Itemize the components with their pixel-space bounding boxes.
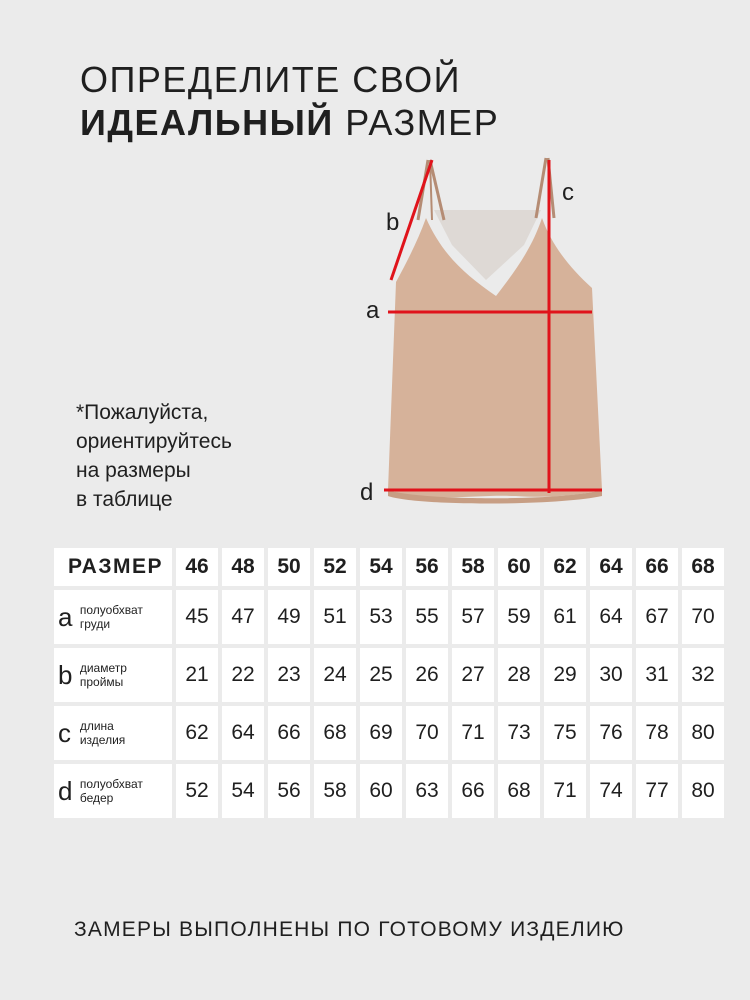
table-cell: 28 <box>498 648 540 702</box>
label-a: a <box>366 297 380 324</box>
size-header-cell: 68 <box>682 548 724 586</box>
table-cell: 49 <box>268 590 310 644</box>
table-cell: 64 <box>222 706 264 760</box>
table-cell: 78 <box>636 706 678 760</box>
table-cell: 77 <box>636 764 678 818</box>
row-desc-line: бедер <box>79 791 114 805</box>
table-cell: 32 <box>682 648 724 702</box>
label-d: d <box>360 479 374 506</box>
size-header-label: РАЗМЕР <box>54 548 172 586</box>
table-cell: 27 <box>452 648 494 702</box>
table-cell: 25 <box>360 648 402 702</box>
table-cell: 69 <box>360 706 402 760</box>
size-header-cell: 52 <box>314 548 356 586</box>
title-line-1: ОПРЕДЕЛИТЕ СВОЙ <box>80 59 461 100</box>
table-cell: 76 <box>590 706 632 760</box>
row-desc-line: проймы <box>79 675 124 689</box>
table-cell: 51 <box>314 590 356 644</box>
table-cell: 68 <box>314 706 356 760</box>
garment-diagram <box>356 150 616 520</box>
row-description <box>80 661 170 689</box>
note-line: на размеры <box>76 459 191 482</box>
label-c: c <box>562 179 574 206</box>
table-cell: 73 <box>498 706 540 760</box>
row-letter: c <box>58 718 71 748</box>
table-row <box>54 706 724 760</box>
size-header-row <box>54 548 724 586</box>
note-line: в таблице <box>76 488 173 511</box>
row-desc-line: полуобхват <box>79 603 143 617</box>
size-header-cell: 50 <box>268 548 310 586</box>
table-cell: 24 <box>314 648 356 702</box>
table-row <box>54 764 724 818</box>
row-desc-line: длина <box>79 719 114 733</box>
size-header-cell: 48 <box>222 548 264 586</box>
size-header-cell: 62 <box>544 548 586 586</box>
size-table <box>50 544 728 822</box>
table-cell: 74 <box>590 764 632 818</box>
table-cell: 60 <box>360 764 402 818</box>
table-cell: 55 <box>406 590 448 644</box>
size-header-cell: 56 <box>406 548 448 586</box>
size-header-cell: 60 <box>498 548 540 586</box>
table-cell: 68 <box>498 764 540 818</box>
row-label-d <box>54 764 172 818</box>
row-letter: a <box>58 602 73 632</box>
row-description <box>80 719 170 747</box>
row-desc-line: груди <box>79 617 111 631</box>
table-cell: 31 <box>636 648 678 702</box>
table-cell: 29 <box>544 648 586 702</box>
row-letter: d <box>58 776 73 806</box>
table-cell: 57 <box>452 590 494 644</box>
size-header-cell: 66 <box>636 548 678 586</box>
table-cell: 52 <box>176 764 218 818</box>
table-cell: 30 <box>590 648 632 702</box>
row-desc-line: изделия <box>79 733 126 747</box>
note-line: *Пожалуйста, <box>76 401 209 424</box>
row-letter: b <box>58 660 73 690</box>
table-cell: 58 <box>314 764 356 818</box>
title-line-2 <box>80 101 499 144</box>
footer-note: ЗАМЕРЫ ВЫПОЛНЕНЫ ПО ГОТОВОМУ ИЗДЕЛИЮ <box>74 918 625 941</box>
label-b: b <box>386 209 400 236</box>
table-cell: 61 <box>544 590 586 644</box>
right-strap-inner <box>536 158 546 218</box>
table-cell: 21 <box>176 648 218 702</box>
table-cell: 22 <box>222 648 264 702</box>
row-description <box>80 777 170 805</box>
note-line: ориентируйтесь <box>76 430 232 453</box>
row-desc-line: диаметр <box>79 661 127 675</box>
table-cell: 47 <box>222 590 264 644</box>
table-cell: 66 <box>268 706 310 760</box>
table-cell: 67 <box>636 590 678 644</box>
title-rest-word: РАЗМЕР <box>333 102 500 143</box>
row-description <box>80 603 170 631</box>
table-cell: 75 <box>544 706 586 760</box>
size-header-cell: 54 <box>360 548 402 586</box>
size-header-cell: 46 <box>176 548 218 586</box>
size-header-cell: 58 <box>452 548 494 586</box>
table-cell: 26 <box>406 648 448 702</box>
table-cell: 70 <box>406 706 448 760</box>
table-row <box>54 590 724 644</box>
table-cell: 23 <box>268 648 310 702</box>
row-label-a <box>54 590 172 644</box>
table-cell: 45 <box>176 590 218 644</box>
table-cell: 63 <box>406 764 448 818</box>
table-cell: 71 <box>544 764 586 818</box>
size-header-cell: 64 <box>590 548 632 586</box>
table-cell: 66 <box>452 764 494 818</box>
table-cell: 59 <box>498 590 540 644</box>
table-cell: 80 <box>682 764 724 818</box>
title-bold-word: ИДЕАЛЬНЫЙ <box>80 102 334 143</box>
table-row <box>54 648 724 702</box>
table-cell: 70 <box>682 590 724 644</box>
size-note <box>76 398 326 514</box>
row-label-b <box>54 648 172 702</box>
row-label-c <box>54 706 172 760</box>
table-cell: 71 <box>452 706 494 760</box>
table-cell: 62 <box>176 706 218 760</box>
row-desc-line: полуобхват <box>79 777 143 791</box>
page-title <box>80 58 499 144</box>
table-cell: 80 <box>682 706 724 760</box>
table-cell: 54 <box>222 764 264 818</box>
table-cell: 64 <box>590 590 632 644</box>
table-cell: 56 <box>268 764 310 818</box>
table-cell: 53 <box>360 590 402 644</box>
